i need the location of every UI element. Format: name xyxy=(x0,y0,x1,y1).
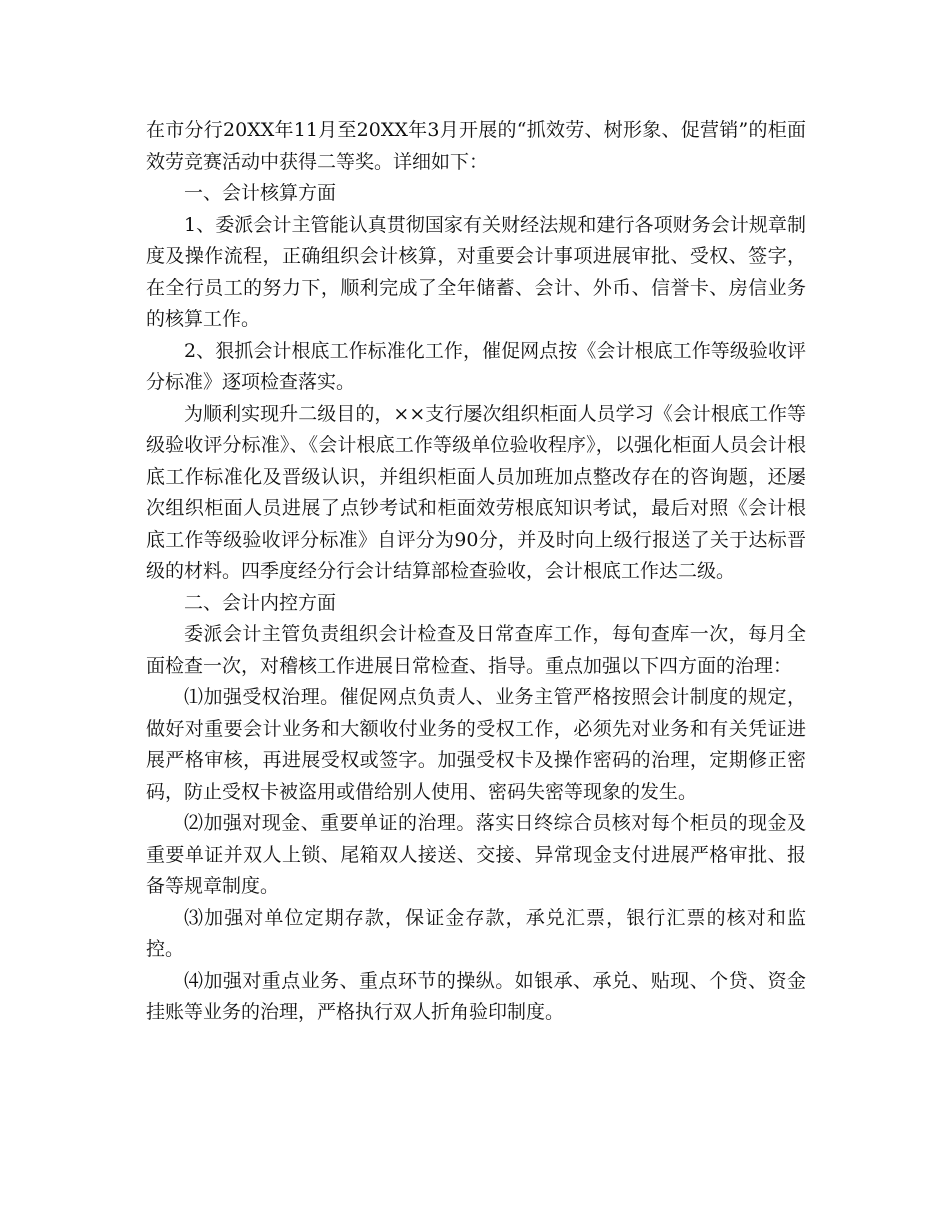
paragraph-point-1: ⑴加强受权治理。催促网点负责人、业务主管严格按照会计制度的规定，做好对重要会计业务和大额收付业务的受权工作，必须先对业务和有关凭证进展严格审核，再进展受权或签字。加强受权卡及操作密码的治理，定期修正密码，防止受权卡被盗用或借给别人使用、密码失密等现象的发生。 xyxy=(146,686,806,803)
paragraph-upgrade: 为顺利实现升二级目的，××支行屡次组织柜面人员学习《会计根底工作等级验收评分标准》、《会计根底工作等级单位验收程序》，以强化柜面人员会计根底工作标准化及晋级认识，并组织柜面人员加班加点整改存在的咨询题，还屡次组织柜面人员进展了点钞考试和柜面效劳根底知识考试，最后对照《会计根底工作等级验收评分标准》自评分为90分，并及时向上级行报送了关于达标晋级的材料。四季度经分行会计结算部检查验收，会计根底工作达二级。 xyxy=(146,402,806,582)
paragraph-intro: 在市分行20XX年11月至20XX年3月开展的“抓效劳、树形象、促营销”的柜面效劳竞赛活动中获得二等奖。详细如下： xyxy=(146,119,806,173)
paragraph-point-4: ⑷加强对重点业务、重点环节的操纵。如银承、承兑、贴现、个贷、资金挂账等业务的治理，严格执行双人折角验印制度。 xyxy=(146,969,806,1023)
paragraph-point-3: ⑶加强对单位定期存款，保证金存款，承兑汇票，银行汇票的核对和监控。 xyxy=(146,906,806,960)
paragraph-item-2: 2、狠抓会计根底工作标准化工作，催促网点按《会计根底工作等级验收评分标准》逐项检查落实。 xyxy=(146,339,806,393)
paragraph-point-2: ⑵加强对现金、重要单证的治理。落实日终综合员核对每个柜员的现金及重要单证并双人上锁、尾箱双人接送、交接、异常现金支付进展严格审批、报备等规章制度。 xyxy=(146,812,806,897)
section-heading-accounting: 一、会计核算方面 xyxy=(184,182,337,204)
paragraph-inspection: 委派会计主管负责组织会计检查及日常查库工作，每旬查库一次，每月全面检查一次，对稽核工作进展日常检查、指导。重点加强以下四方面的治理： xyxy=(146,623,806,677)
document-body xyxy=(146,115,806,1029)
section-heading-internal-control: 二、会计内控方面 xyxy=(184,591,337,614)
paragraph-item-1: 1、委派会计主管能认真贯彻国家有关财经法规和建行各项财务会计规章制度及操作流程，正确组织会计核算，对重要会计事项进展审批、受权、签字，在全行员工的努力下，顺利完成了全年储蓄、会计、外币、信誉卡、房信业务的核算工作。 xyxy=(146,213,806,330)
